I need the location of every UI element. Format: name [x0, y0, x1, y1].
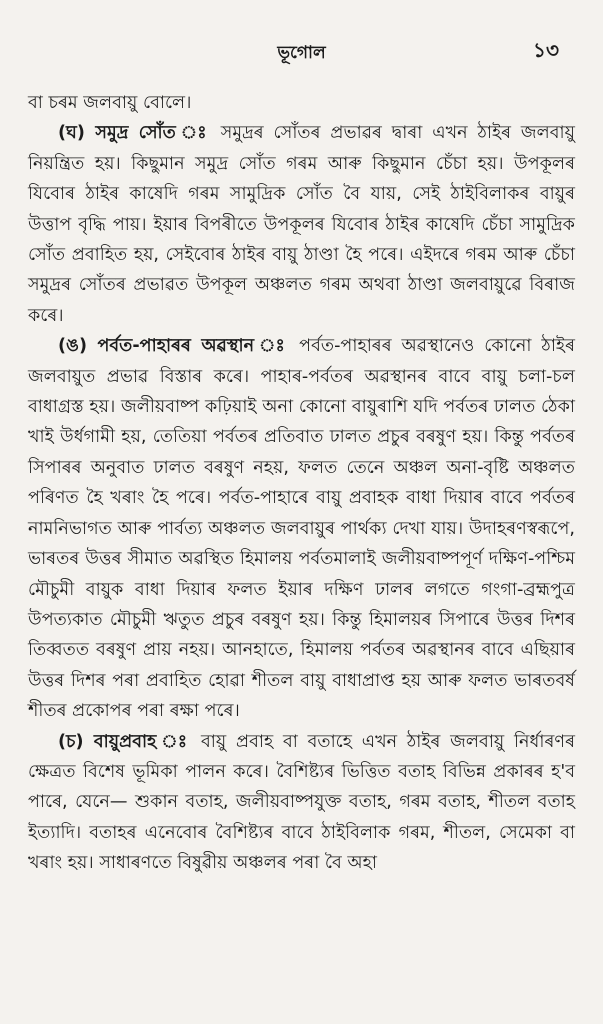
body-text	[28, 88, 575, 879]
paragraph-text: সমুদ্ৰৰ সোঁতৰ প্ৰভাৱৰ দ্বাৰা এখন ঠাইৰ জলবায়ু নিয়ন্ত্ৰিত হয়। কিছুমান সমুদ্ৰ সোঁত গৰম আৰু কিছুমান চেঁচা হয়। উপকূলৰ যিবোৰ ঠাইৰ কাষেদি গৰম সামুদ্ৰিক সোঁত বৈ যায়, সেই ঠাইবিলাকৰ বায়ুৰ উত্তাপ বৃদ্ধি পায়। ইয়াৰ বিপৰীতে উপকূলৰ যিবোৰ ঠাইৰ কাষেদি চেঁচা সামুদ্ৰিক সোঁত প্ৰবাহিত হয়, সেইবোৰ ঠাইৰ বায়ু ঠাণ্ডা হৈ পৰে। এইদৰে গৰম আৰু চেঁচা সমুদ্ৰৰ সোঁতৰ প্ৰভাৱত উপকূল অঞ্চলত গৰম অথবা ঠাণ্ডা জলবায়ুৱে বিৰাজ কৰে।	[28, 123, 576, 326]
section-heading: (ঙ) পৰ্বত-পাহাৰৰ অৱস্থান ঃ	[58, 336, 290, 357]
paragraph-text: বা চৰম জলবায়ু বোলে।	[28, 93, 192, 113]
paragraph-mountain-location	[28, 331, 575, 726]
section-heading: (ঘ) সমুদ্ৰ সোঁত ঃ	[58, 123, 211, 144]
running-title: ভূগোল	[277, 43, 326, 63]
paragraph-text: পৰ্বত-পাহাৰৰ অৱস্থানেও কোনো ঠাইৰ জলবায়ুত প্ৰভাৱ বিস্তাৰ কৰে। পাহাৰ-পৰ্বতৰ অৱস্থানৰ বাবে বায়ু চলা-চল বাধাগ্ৰস্ত হয়। জলীয়বাষ্প কঢ়িয়াই অনা কোনো বায়ুৰাশি যদি পৰ্বতৰ ঢালত ঠেকা খাই উৰ্ধগামী হয়, তেতিয়া পৰ্বতৰ প্ৰতিবাত ঢালত প্ৰচুৰ বৰষুণ হয়। কিন্তু পৰ্বতৰ সিপাৰৰ অনুবাত ঢালত বৰষুণ নহয়, ফলত তেনে অঞ্চল অনা-বৃষ্টি অঞ্চলত পৰিণত হৈ খৰাং হৈ পৰে। পৰ্বত-পাহাৰে বায়ু প্ৰবাহক বাধা দিয়াৰ বাবে পৰ্বতৰ নামনিভাগত আৰু পাৰ্বত্য অঞ্চলত জলবায়ুৰ পাৰ্থক্য দেখা যায়। উদাহৰণস্বৰূপে, ভাৰতৰ উত্তৰ সীমাত অৱস্থিত হিমালয় পৰ্বতমালাই জলীয়বাষ্পপূৰ্ণ দক্ষিণ-পশ্চিম মৌচুমী বায়ুক বাধা দিয়াৰ ফলত ইয়াৰ দক্ষিণ ঢালৰ লগতে গংগা-ব্ৰহ্মপুত্ৰ উপত্যকাত মৌচুমী ঋতুত প্ৰচুৰ বৰষুণ হয়। কিন্তু হিমালয়ৰ সিপাৰে উত্তৰ দিশৰ তিব্বতত বৰষুণ প্ৰায় নহয়। আনহাতে, হিমালয় পৰ্বতৰ অৱস্থানৰ বাবে এছিয়াৰ উত্তৰ দিশৰ পৰা প্ৰবাহিত হোৱা শীতল বায়ু বাধাপ্ৰাপ্ত হয় আৰু ফলত ভাৰতবৰ্ষ শীতৰ প্ৰকোপৰ পৰা ৰক্ষা পৰে।	[28, 336, 575, 722]
paragraph-ocean-currents	[28, 118, 575, 331]
paragraph-text: বায়ু প্ৰবাহ বা বতাহে এখন ঠাইৰ জলবায়ু নিৰ্ধাৰণৰ ক্ষেত্ৰত বিশেষ ভূমিকা পালন কৰে। বৈশিষ্ট্যৰ ভিত্তিত বতাহ বিভিন্ন প্ৰকাৰৰ হ'ব পাৰে, যেনে— শুকান বতাহ, জলীয়বাষ্পযুক্ত বতাহ, গৰম বতাহ, শীতল বতাহ ইত্যাদি। বতাহৰ এনেবোৰ বৈশিষ্ট্যৰ বাবে ঠাইবিলাক গৰম, শীতল, সেমেকা বা খৰাং হয়। সাধাৰণতে বিষুৱীয় অঞ্চলৰ পৰা বৈ অহা	[28, 731, 575, 874]
page-number: ১৩	[533, 38, 559, 62]
paragraph-continuation	[28, 88, 575, 118]
section-heading: (চ) বায়ুপ্ৰবাহ ঃ	[58, 731, 192, 752]
paragraph-wind-flow	[28, 727, 575, 879]
